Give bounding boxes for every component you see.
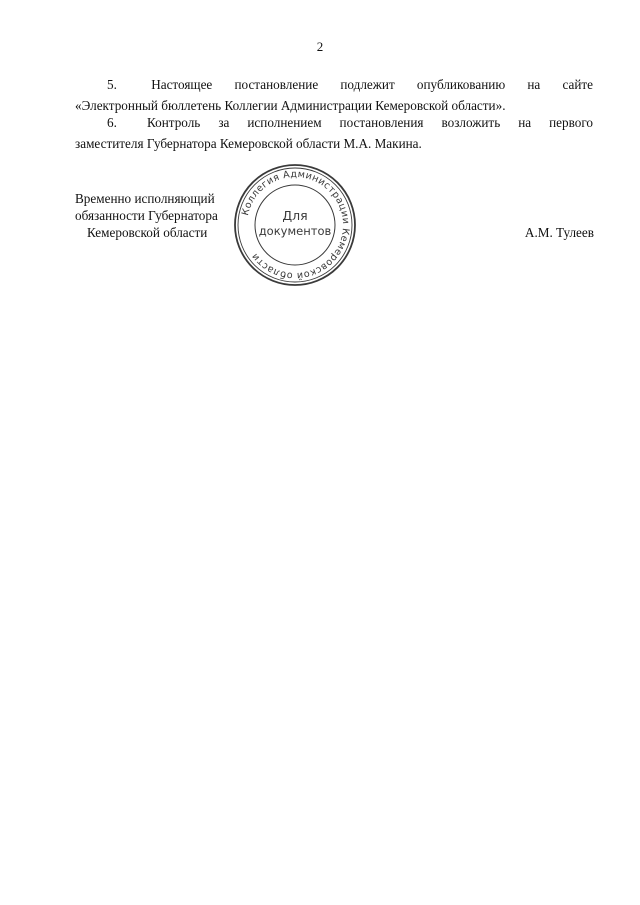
paragraph-continuation: заместителя Губернатора Кемеровской области М.А. Макина. — [75, 136, 422, 151]
position-line: Кемеровской области — [87, 225, 208, 240]
paragraph-first-line — [75, 74, 593, 95]
paragraph-text: Контроль за исполнением постановления возложить на первого — [147, 115, 594, 130]
position-line: обязанности Губернатора — [75, 208, 218, 223]
paragraph-continuation: «Электронный бюллетень Коллегии Администрации Кемеровской области». — [75, 98, 506, 113]
paragraph-item-6 — [75, 112, 593, 154]
official-seal-graphic — [232, 162, 358, 288]
seal-ring-text: Коллегия Администрации Кемеровской области — [239, 168, 352, 282]
position-line: Временно исполняющий — [75, 191, 215, 206]
paragraph-first-line — [75, 112, 593, 133]
seal-center-text: документов — [258, 224, 332, 238]
paragraph-text: Настоящее постановление подлежит опубликованию на сайте — [151, 77, 593, 92]
paragraph-item-5 — [75, 74, 593, 116]
official-seal — [232, 162, 358, 288]
paragraph-number: 5. — [107, 77, 117, 92]
paragraph-number: 6. — [107, 115, 117, 130]
signatory-name: А.М. Тулеев — [524, 225, 594, 240]
signatory-position — [75, 190, 218, 241]
seal-center-text: Для — [282, 208, 308, 223]
page-number: 2 — [316, 39, 324, 54]
